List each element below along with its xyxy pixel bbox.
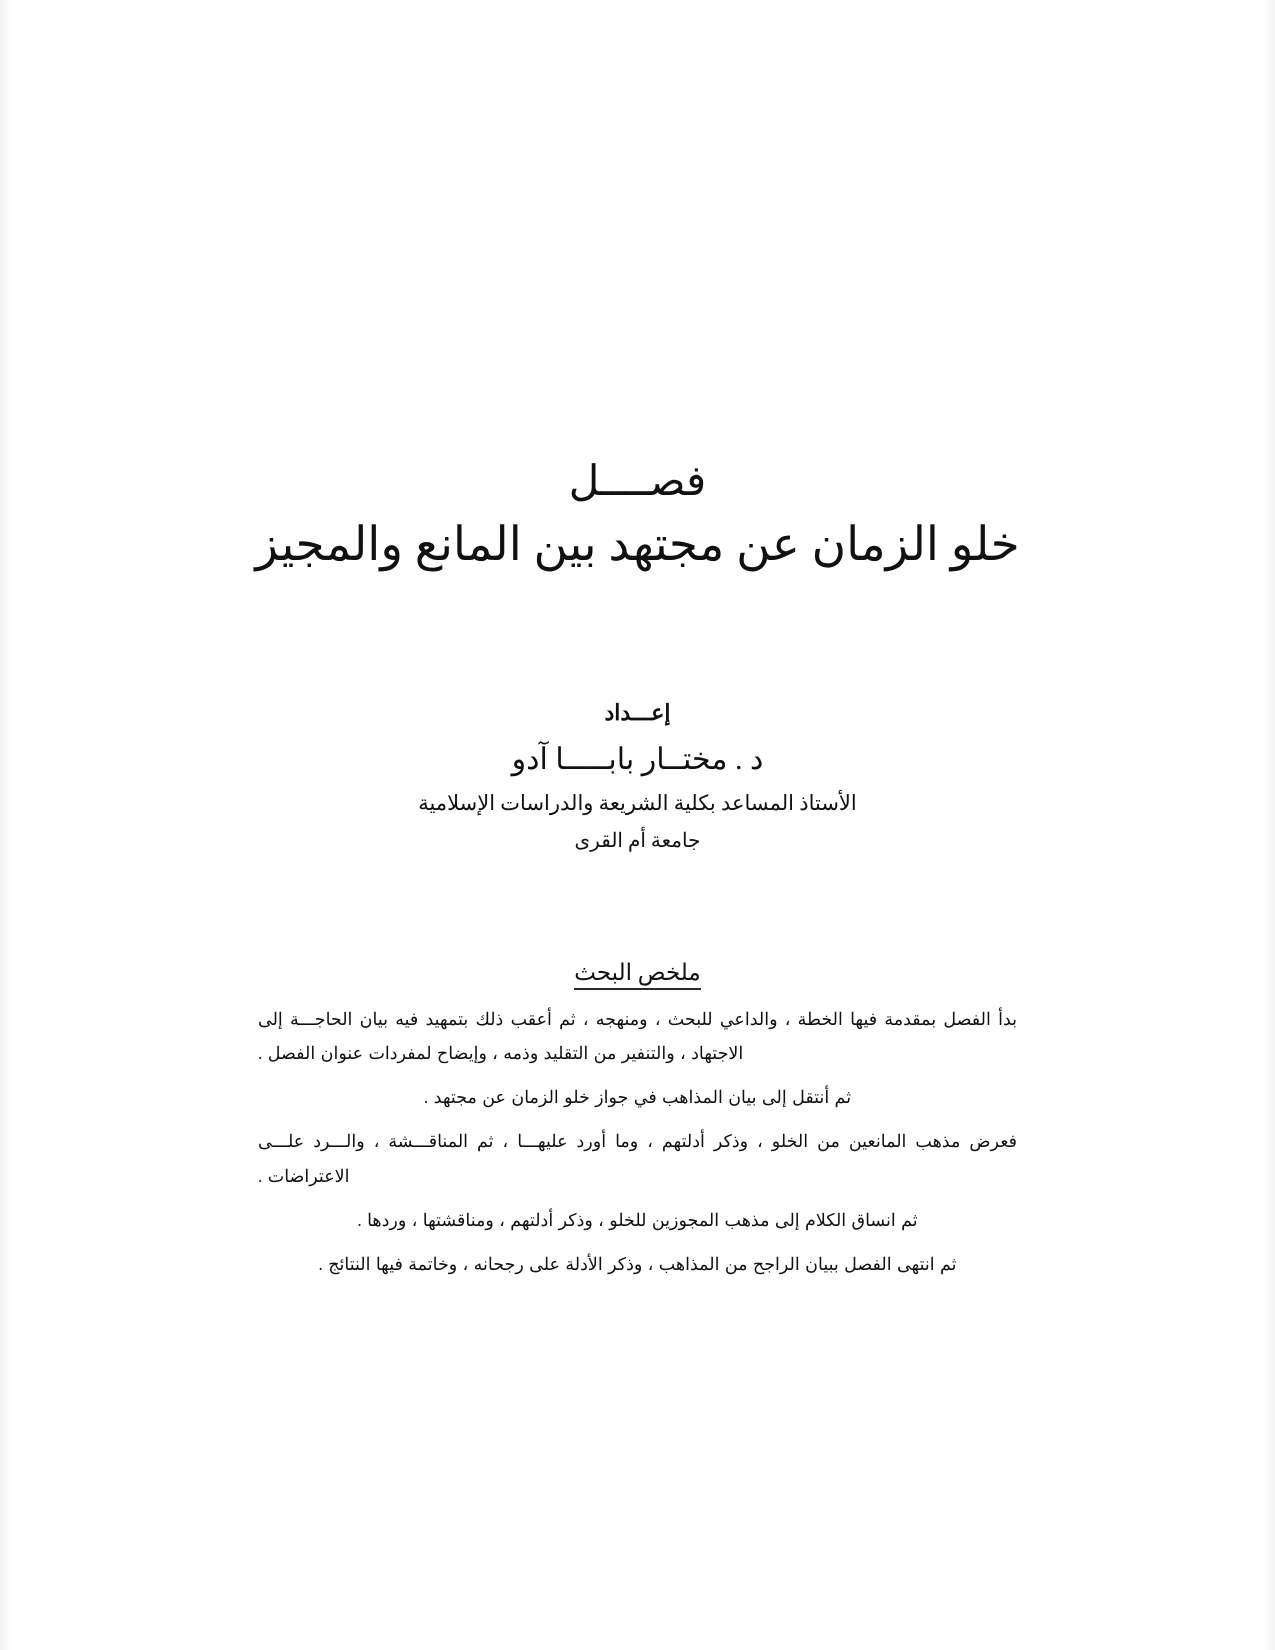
author-block — [0, 700, 1275, 853]
prepared-by-label: إعـــداد — [604, 700, 671, 725]
abstract-paragraph: فعرض مذهب المانعين من الخلو ، وذكر أدلتهم ، وما أورد عليهـــا ، ثم المناقـــشة ، والـــرد علـــى الاعتراضات . — [258, 1131, 1017, 1186]
abstract-heading-text: ملخص البحث — [574, 960, 700, 990]
abstract-block — [258, 960, 1017, 1291]
abstract-paragraph: ثم أنتقل إلى بيان المذاهب في جواز خلو الزمان عن مجتهد . — [423, 1087, 852, 1108]
chapter-label: فصــــل — [568, 459, 707, 505]
abstract-paragraph: بدأ الفصل بمقدمة فيها الخطة ، والداعي للبحث ، ومنهجه ، ثم أعقب ذلك بتمهيد فيه بيان الحاجـــة إلى الاجتهاد ، والتنفير من التقليد وذمه ، وإيضاح لمفردات عنوان الفصل . — [258, 1009, 1017, 1064]
abstract-heading — [258, 960, 1017, 986]
title-block — [0, 460, 1275, 572]
page-title: خلو الزمان عن مجتهد بين المانع والمجيز — [255, 519, 1020, 572]
abstract-paragraph: ثم انساق الكلام إلى مذهب المجوزين للخلو ، وذكر أدلتهم ، ومناقشتها ، وردها . — [357, 1209, 918, 1230]
abstract-paragraph: ثم انتهى الفصل ببيان الراجح من المذاهب ، وذكر الأدلة على رجحانه ، وخاتمة فيها النتائج . — [318, 1253, 957, 1274]
author-affiliation-university: جامعة أم القرى — [574, 830, 701, 852]
author-name: د . مختــار بابـــــا آدو — [511, 743, 764, 776]
author-affiliation-rank: الأستاذ المساعد بكلية الشريعة والدراسات الإسلامية — [418, 791, 857, 815]
